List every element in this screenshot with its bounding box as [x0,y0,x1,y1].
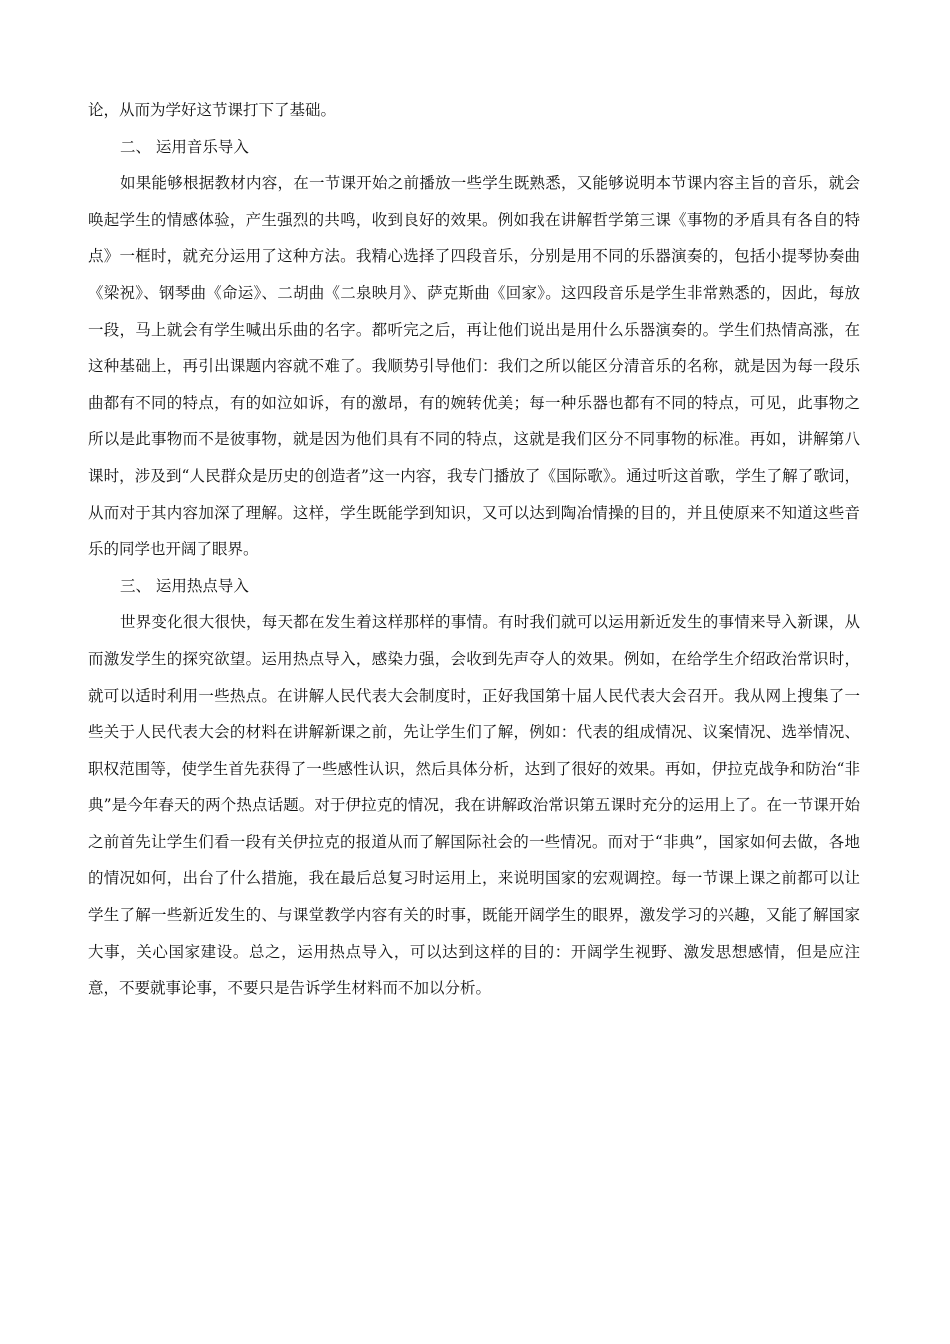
paragraph-hotspot-intro: 世界变化很大很快，每天都在发生着这样那样的事情。有时我们就可以运用新近发生的事情来导入新课，从而激发学生的探究欲望。运用热点导入，感染力强，会收到先声夺人的效果。例如，在给学生介绍政治常识时，就可以适时利用一些热点。在讲解人民代表大会制度时，正好我国第十届人民代表大会召开。我从网上搜集了一些关于人民代表大会的材料在讲解新课之前，先让学生们了解，例如：代表的组成情况、议案情况、选举情况、职权范围等，使学生首先获得了一些感性认识，然后具体分析，达到了很好的效果。再如，伊拉克战争和防治“非典”是今年春天的两个热点话题。对于伊拉克的情况，我在讲解政治常识第五课时充分的运用上了。在一节课开始之前首先让学生们看一段有关伊拉克的报道从而了解国际社会的一些情况。而对于“非典”，国家如何去做，各地的情况如何，出台了什么措施，我在最后总复习时运用上，来说明国家的宏观调控。每一节课上课之前都可以让学生了解一些新近发生的、与课堂教学内容有关的时事，既能开阔学生的眼界，激发学习的兴趣，又能了解国家大事，关心国家建设。总之，运用热点导入，可以达到这样的目的：开阔学生视野、激发思想感情，但是应注意，不要就事论事，不要只是告诉学生材料而不加以分析。 [88,613,860,998]
paragraph-music-intro: 如果能够根据教材内容，在一节课开始之前播放一些学生既熟悉，又能够说明本节课内容主旨的音乐，就会唤起学生的情感体验，产生强烈的共鸣，收到良好的效果。例如我在讲解哲学第三课《事物的矛盾具有各自的特点》一框时，就充分运用了这种方法。我精心选择了四段音乐，分别是用不同的乐器演奏的，包括小提琴协奏曲《梁祝》、钢琴曲《命运》、二胡曲《二泉映月》、萨克斯曲《回家》。这四段音乐是学生非常熟悉的，因此，每放一段，马上就会有学生喊出乐曲的名字。都听完之后，再让他们说出是用什么乐器演奏的。学生们热情高涨，在这种基础上，再引出课题内容就不难了。我顺势引导他们：我们之所以能区分清音乐的名称，就是因为每一段乐曲都有不同的特点，有的如泣如诉，有的激昂，有的婉转优美；每一种乐器也都有不同的特点，可见，此事物之所以是此事物而不是彼事物，就是因为他们具有不同的特点，这就是我们区分不同事物的标准。再如，讲解第八课时，涉及到“人民群众是历史的创造者”这一内容，我专门播放了《国际歌》。通过听这首歌，学生了解了歌词，从而对于其内容加深了理解。这样，学生既能学到知识，又可以达到陶冶情操的目的，并且使原来不知道这些音乐的同学也开阔了眼界。 [88,174,860,559]
section-heading-hotspot-intro: 三、 运用热点导入 [120,576,249,595]
section-heading-music-intro: 二、 运用音乐导入 [120,137,249,156]
continuation-paragraph: 论，从而为学好这节课打下了基础。 [88,101,337,119]
document-page [88,92,860,1007]
